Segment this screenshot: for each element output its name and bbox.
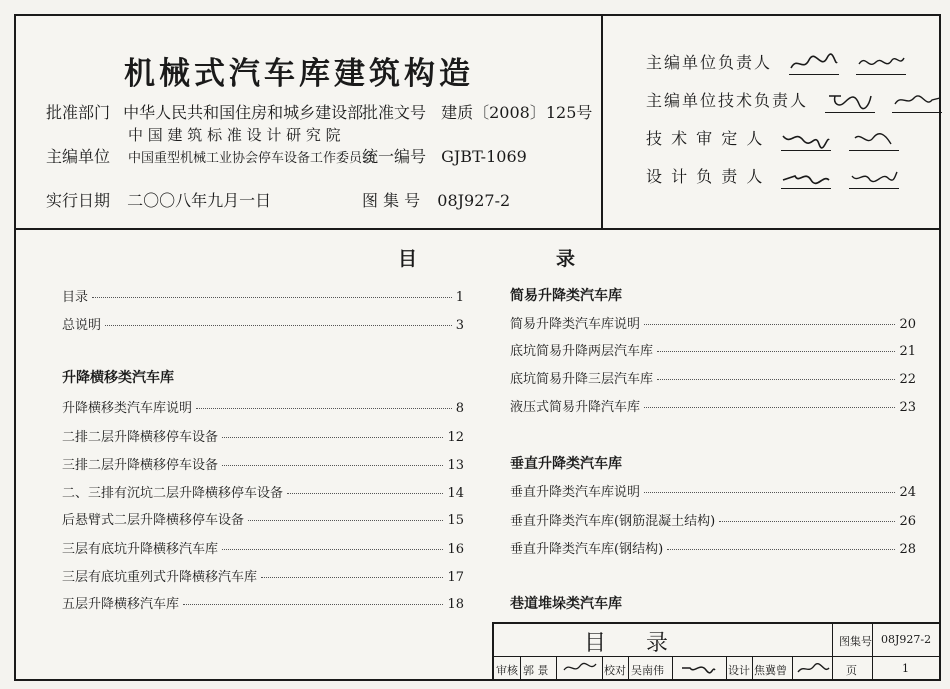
signature-image <box>795 660 829 676</box>
responsible-role: 设 计 负 责 人 <box>646 167 765 186</box>
date-row <box>46 188 271 211</box>
signature-image <box>781 166 831 189</box>
responsible-role: 技 术 审 定 人 <box>646 129 765 148</box>
tb-reviewer: 郭 景 <box>523 664 549 677</box>
atlas-title: 机械式汽车库建筑构造 <box>124 56 474 92</box>
date-label: 实行日期 <box>46 191 111 210</box>
approve-dept: 中华人民共和国住房和城乡建设部 <box>123 103 364 122</box>
tb-atlas-label: 图集号 <box>839 635 872 648</box>
editor-line-1: 中 国 建 筑 标 准 设 计 研 究 院 <box>128 126 341 144</box>
atlas-row <box>362 188 510 211</box>
toc-entry[interactable]: 总说明 3 <box>62 318 464 333</box>
editor-line-2: 中国重型机械工业协会停车设备工作委员会 <box>128 151 376 166</box>
signature-image <box>849 128 899 151</box>
tb-atlas-number: 08J927-2 <box>881 633 932 646</box>
tb-design-label: 设计 <box>728 664 750 677</box>
toc-entry[interactable]: 底坑简易升降两层汽车库 21 <box>510 344 916 359</box>
responsible-row <box>646 50 906 75</box>
responsible-row <box>646 126 899 151</box>
approve-doc-row <box>362 100 592 123</box>
responsible-role: 主编单位负责人 <box>646 53 773 72</box>
tb-check-label: 校对 <box>604 664 626 677</box>
tb-checker: 吴南伟 <box>631 664 664 677</box>
tb-review-label: 审核 <box>496 664 518 677</box>
toc-entry[interactable]: 目录 1 <box>62 290 464 305</box>
toc-entry[interactable]: 三层有底坑升降横移汽车库 16 <box>62 542 464 557</box>
signature-image <box>849 166 899 189</box>
tb-page-label: 页 <box>846 664 857 677</box>
serial-row <box>362 144 527 167</box>
tb-designer: 焦冀曾 <box>754 664 787 677</box>
signature-image <box>789 52 839 75</box>
toc-entry[interactable]: 三排二层升降横移停车设备 13 <box>62 458 464 473</box>
toc-entry[interactable]: 液压式简易升降汽车库 23 <box>510 400 916 415</box>
toc-entry[interactable]: 垂直升降类汽车库说明 24 <box>510 485 916 500</box>
section-heading: 垂直升降类汽车库 <box>510 456 622 472</box>
toc-entry[interactable]: 五层升降横移汽车库 18 <box>62 597 464 612</box>
section-heading: 升降横移类汽车库 <box>62 370 174 386</box>
approve-doc-label: 批准文号 <box>362 103 427 122</box>
approve-doc: 建质〔2008〕125号 <box>441 103 593 122</box>
responsible-row <box>646 88 942 113</box>
effective-date: 二〇〇八年九月一日 <box>127 191 272 210</box>
toc-heading-right: 录 <box>556 248 576 270</box>
signature-image <box>781 128 831 151</box>
toc-entry[interactable]: 升降横移类汽车库说明 8 <box>62 401 464 416</box>
section-heading: 巷道堆垛类汽车库 <box>510 596 622 612</box>
title-block <box>492 622 941 681</box>
toc-entry[interactable]: 二排二层升降横移停车设备 12 <box>62 430 464 445</box>
signature-image <box>892 90 942 113</box>
toc-entry[interactable]: 三层有底坑重列式升降横移汽车库 17 <box>62 570 464 585</box>
signature-image <box>856 52 906 75</box>
toc-entry[interactable]: 二、三排有沉坑二层升降横移停车设备 14 <box>62 486 464 501</box>
toc-entry[interactable]: 底坑简易升降三层汽车库 22 <box>510 372 916 387</box>
editor-label: 主编单位 <box>46 147 111 166</box>
toc-entry[interactable]: 垂直升降类汽车库(钢结构) 28 <box>510 542 916 557</box>
title-block-title: 目录 <box>584 631 709 656</box>
approve-dept-label: 批准部门 <box>46 103 111 122</box>
toc-entry[interactable]: 简易升降类汽车库说明 20 <box>510 317 916 332</box>
toc-entry[interactable]: 后悬臂式二层升降横移停车设备 15 <box>62 513 464 528</box>
serial-number: GJBT-1069 <box>441 147 527 166</box>
header-divider <box>601 16 603 228</box>
responsible-role: 主编单位技术负责人 <box>646 91 809 110</box>
signature-image <box>680 660 716 676</box>
toc-entry[interactable]: 垂直升降类汽车库(钢筋混凝土结构) 26 <box>510 514 916 529</box>
atlas-label: 图 集 号 <box>362 191 421 210</box>
signature-image <box>562 660 598 676</box>
approve-dept-row <box>46 100 363 123</box>
cover-header <box>16 16 939 230</box>
section-heading: 简易升降类汽车库 <box>510 288 622 304</box>
atlas-number: 08J927-2 <box>437 191 511 210</box>
tb-page-number: 1 <box>902 662 909 675</box>
responsible-row <box>646 164 899 189</box>
signature-image <box>825 90 875 113</box>
serial-label: 统一编号 <box>362 147 427 166</box>
toc-heading-left: 目 <box>398 248 418 270</box>
